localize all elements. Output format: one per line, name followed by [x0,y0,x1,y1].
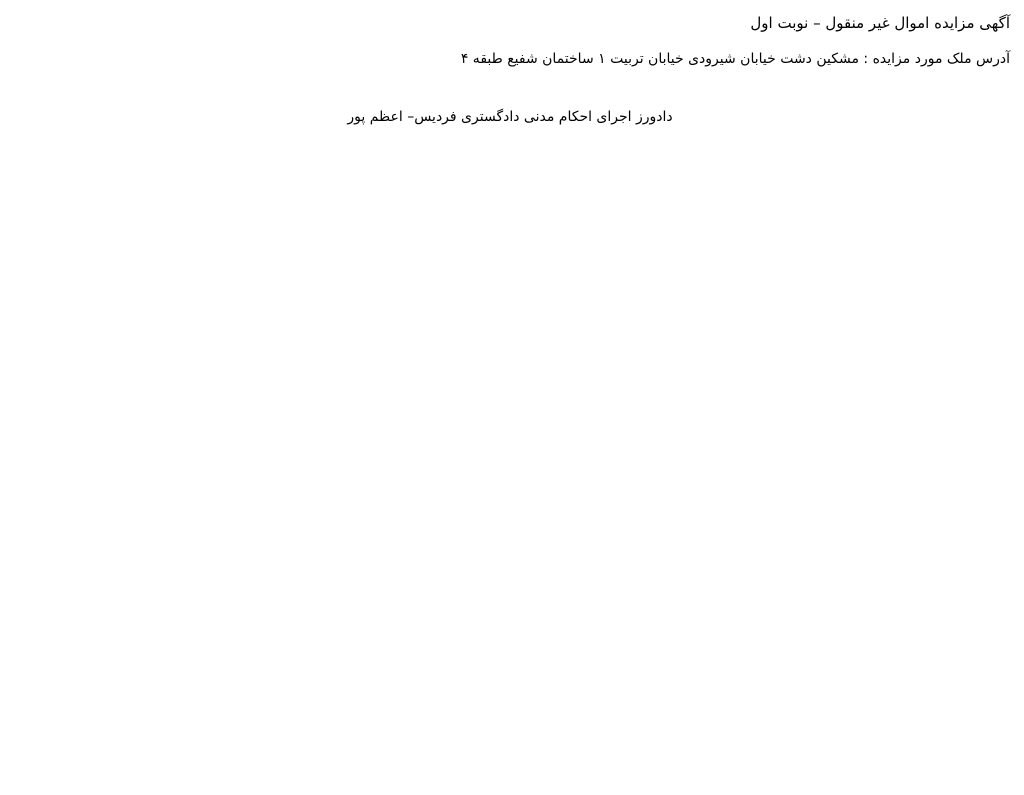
notice-heading: آگهی مزایده اموال غیر منقول – نوبت اول [750,14,1010,32]
property-address: آدرس ملک مورد مزایده : مشکین دشت خیابان شیرودی خیابان تربیت ۱ ساختمان شفیع طبقه ۴ [460,51,1010,67]
signature-line: دادورز اجرای احکام مدنی دادگستری فردیس– اعظم پور [347,109,673,125]
